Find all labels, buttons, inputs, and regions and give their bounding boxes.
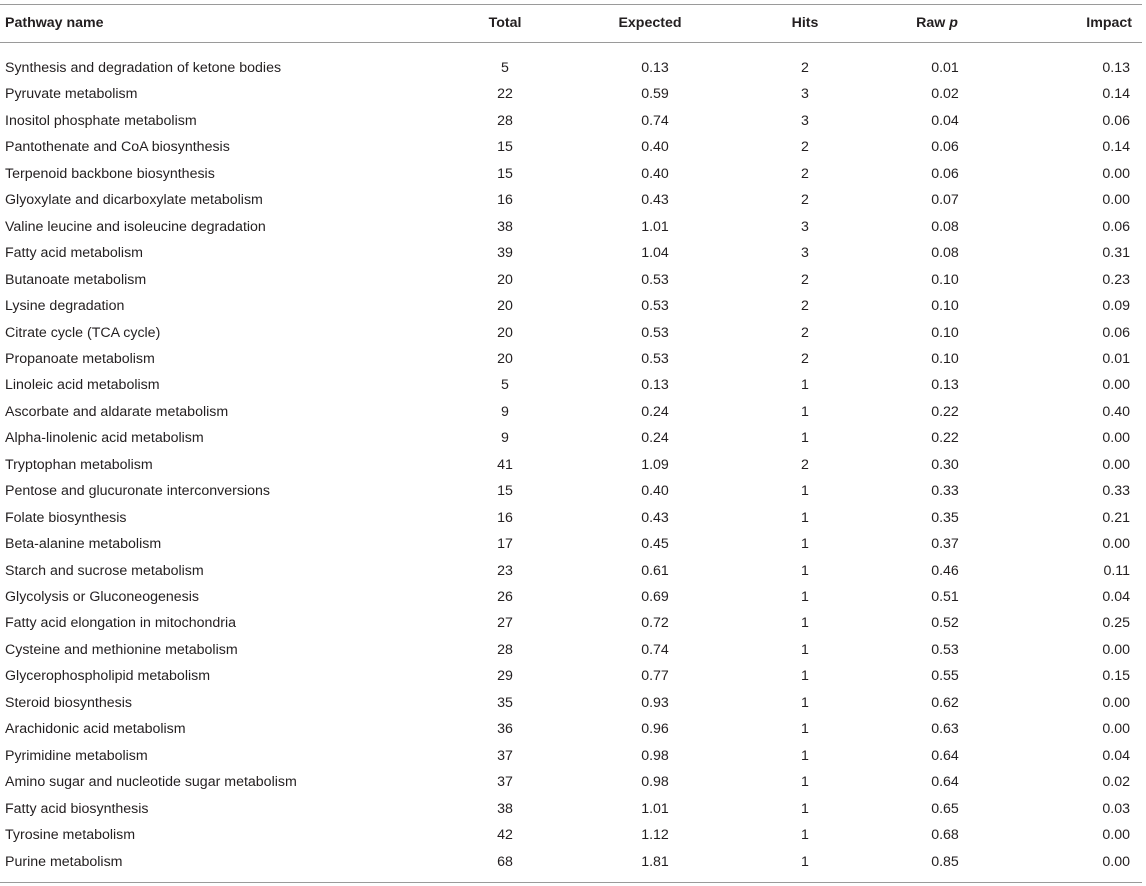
table-row [0,822,1146,848]
impact-cell: 0.00 [1102,377,1130,394]
impact-cell: 0.04 [1102,589,1130,605]
hits-cell: 1 [801,589,809,605]
expected-cell: 0.74 [641,641,669,658]
total-cell: 23 [497,562,513,579]
hits-cell: 3 [801,86,809,103]
total-cell: 9 [501,430,509,447]
expected-cell: 0.43 [641,509,669,526]
table-row [0,134,1146,160]
table-row [0,187,1146,213]
table-row [0,214,1146,240]
impact-cell: 0.00 [1102,536,1130,553]
pathway-name-cell: Glycerophospholipid metabolism [5,668,211,685]
raw-p-cell: 0.01 [931,60,959,76]
hits-cell: 3 [801,112,809,129]
pathway-name-cell: Arachidonic acid metabolism [5,721,186,738]
total-cell: 16 [497,509,513,526]
expected-cell: 0.43 [641,192,669,209]
table-row [0,505,1146,531]
header-raw-p [872,10,1002,36]
raw-p-cell: 0.51 [931,589,959,605]
raw-p-cell: 0.68 [931,827,959,844]
total-cell: 5 [501,377,509,394]
raw-p-cell: 0.37 [931,536,959,553]
total-cell: 35 [497,694,513,711]
raw-p-cell: 0.30 [931,456,959,473]
expected-cell: 0.93 [641,694,669,711]
expected-cell: 0.53 [641,350,669,367]
table-row [0,399,1146,425]
total-cell: 5 [501,60,509,76]
expected-cell: 0.40 [641,165,669,182]
pathway-name-cell: Starch and sucrose metabolism [5,562,204,579]
impact-cell: 0.21 [1102,509,1130,526]
raw-p-cell: 0.65 [931,800,959,817]
table-row [0,584,1146,610]
total-cell: 20 [497,271,513,288]
pathway-name-cell: Propanoate metabolism [5,350,155,367]
pathway-name-cell: Synthesis and degradation of ketone bodies [5,60,282,76]
expected-cell: 0.24 [641,403,669,420]
impact-cell: 0.00 [1102,430,1130,447]
table-row [0,769,1146,795]
table-header-rule [0,42,1142,43]
raw-p-cell: 0.02 [931,86,959,103]
impact-cell: 0.00 [1102,456,1130,473]
hits-cell: 1 [801,800,809,817]
expected-cell: 0.74 [641,112,669,129]
impact-cell: 0.00 [1102,694,1130,711]
table-row [0,531,1146,557]
expected-cell: 0.98 [641,747,669,764]
total-cell: 20 [497,324,513,341]
table-row [0,796,1146,822]
hits-cell: 1 [801,403,809,420]
hits-cell: 1 [801,774,809,791]
raw-p-cell: 0.10 [931,324,959,341]
table-row [0,849,1146,875]
total-cell: 15 [497,483,513,500]
hits-cell: 1 [801,377,809,394]
total-cell: 28 [497,112,513,129]
total-cell: 9 [501,403,509,420]
total-cell: 42 [497,827,513,844]
impact-cell: 0.11 [1103,562,1130,579]
raw-p-cell: 0.08 [931,218,959,235]
raw-p-cell: 0.22 [931,403,959,420]
hits-cell: 2 [801,165,809,182]
table-row [0,663,1146,689]
hits-cell: 1 [801,430,809,447]
impact-cell: 0.09 [1102,298,1130,315]
raw-p-cell: 0.52 [931,615,959,632]
table-row [0,637,1146,663]
expected-cell: 0.59 [641,86,669,103]
pathway-name-cell: Tryptophan metabolism [5,456,153,473]
impact-cell: 0.06 [1102,218,1130,235]
impact-cell: 0.23 [1102,271,1130,288]
hits-cell: 2 [801,271,809,288]
impact-cell: 0.15 [1102,668,1130,685]
hits-cell: 2 [801,60,809,76]
expected-cell: 0.40 [641,139,669,156]
hits-cell: 1 [801,509,809,526]
impact-cell: 0.06 [1102,112,1130,129]
total-cell: 28 [497,641,513,658]
expected-cell: 0.69 [641,589,669,605]
pathway-name-cell: Terpenoid backbone biosynthesis [5,165,215,182]
expected-cell: 0.13 [641,60,669,76]
pathway-name-cell: Linoleic acid metabolism [5,377,160,394]
impact-cell: 0.00 [1102,827,1130,844]
table-row [0,716,1146,742]
impact-cell: 0.25 [1102,615,1130,632]
impact-cell: 0.13 [1102,60,1130,76]
table-row [0,293,1146,319]
raw-p-cell: 0.85 [931,853,959,870]
total-cell: 15 [497,139,513,156]
impact-cell: 0.00 [1102,192,1130,209]
pathway-name-cell: Fatty acid elongation in mitochondria [5,615,237,632]
total-cell: 20 [497,350,513,367]
pathway-name-cell: Glyoxylate and dicarboxylate metabolism [5,192,263,209]
hits-cell: 1 [801,615,809,632]
total-cell: 22 [497,86,513,103]
table-row [0,452,1146,478]
raw-p-cell: 0.55 [931,668,959,685]
expected-cell: 0.24 [641,430,669,447]
total-cell: 41 [497,456,513,473]
total-cell: 38 [497,800,513,817]
hits-cell: 1 [801,827,809,844]
pathway-name-cell: Lysine degradation [5,298,125,315]
table-row [0,743,1146,769]
expected-cell: 0.40 [641,483,669,500]
impact-cell: 0.00 [1102,641,1130,658]
table-row [0,81,1146,107]
expected-cell: 0.45 [641,536,669,553]
pathway-name-cell: Fatty acid metabolism [5,245,143,262]
pathway-name-cell: Glycolysis or Gluconeogenesis [5,589,199,605]
impact-cell: 0.02 [1102,774,1130,791]
raw-p-cell: 0.08 [931,245,959,262]
expected-cell: 0.53 [641,298,669,315]
expected-cell: 0.77 [641,668,669,685]
hits-cell: 3 [801,245,809,262]
pathway-name-cell: Tyrosine metabolism [5,827,136,844]
header-hits: Hits [791,15,819,31]
expected-cell: 1.01 [641,800,669,817]
expected-cell: 1.04 [641,245,669,262]
hits-cell: 3 [801,218,809,235]
hits-cell: 1 [801,694,809,711]
expected-cell: 1.09 [641,456,669,473]
hits-cell: 1 [801,641,809,658]
hits-cell: 1 [801,562,809,579]
raw-p-cell: 0.46 [931,562,959,579]
impact-cell: 0.01 [1102,350,1130,367]
table-bottom-rule [0,882,1142,883]
expected-cell: 0.96 [641,721,669,738]
raw-p-cell: 0.06 [931,165,959,182]
pathway-name-cell: Steroid biosynthesis [5,694,132,711]
total-cell: 26 [497,589,513,605]
table-row [0,161,1146,187]
pathway-name-cell: Alpha-linolenic acid metabolism [5,430,204,447]
total-cell: 36 [497,721,513,738]
raw-p-cell: 0.22 [931,430,959,447]
raw-p-cell: 0.64 [931,747,959,764]
pathway-name-cell: Citrate cycle (TCA cycle) [5,324,161,341]
total-cell: 39 [497,245,513,262]
pathway-name-cell: Folate biosynthesis [5,509,127,526]
expected-cell: 0.98 [641,774,669,791]
table-row [0,558,1146,584]
raw-p-cell: 0.06 [931,139,959,156]
pathway-name-cell: Pyruvate metabolism [5,86,138,103]
hits-cell: 1 [801,721,809,738]
header-expected: Expected [618,15,682,31]
pathway-name-cell: Amino sugar and nucleotide sugar metabolism [5,774,297,791]
expected-cell: 0.61 [641,562,669,579]
hits-cell: 2 [801,324,809,341]
hits-cell: 1 [801,536,809,553]
impact-cell: 0.06 [1102,324,1130,341]
table-row [0,55,1146,81]
header-impact: Impact [1086,15,1132,31]
expected-cell: 0.53 [641,271,669,288]
impact-cell: 0.03 [1102,800,1130,817]
raw-p-cell: 0.53 [931,641,959,658]
impact-cell: 0.31 [1102,245,1130,262]
hits-cell: 1 [801,483,809,500]
raw-p-cell: 0.35 [931,509,959,526]
raw-p-cell: 0.64 [931,774,959,791]
raw-p-cell: 0.10 [931,298,959,315]
pathway-name-cell: Valine leucine and isoleucine degradation [5,218,266,235]
table-row [0,320,1146,346]
total-cell: 29 [497,668,513,685]
table-header-row [0,10,1146,36]
table-row [0,478,1146,504]
pathway-name-cell: Fatty acid biosynthesis [5,800,149,817]
hits-cell: 2 [801,139,809,156]
pathway-name-cell: Purine metabolism [5,853,123,870]
table-row [0,108,1146,134]
hits-cell: 2 [801,456,809,473]
raw-p-cell: 0.33 [931,483,959,500]
hits-cell: 1 [801,668,809,685]
expected-cell: 0.13 [641,377,669,394]
hits-cell: 2 [801,298,809,315]
expected-cell: 1.81 [641,853,669,870]
total-cell: 20 [497,298,513,315]
pathway-name-cell: Pentose and glucuronate interconversions [5,483,271,500]
expected-cell: 1.12 [641,827,669,844]
table-row [0,267,1146,293]
total-cell: 68 [497,853,513,870]
header-raw-p-prefix: Raw [916,15,950,31]
expected-cell: 1.01 [641,218,669,235]
hits-cell: 2 [801,192,809,209]
raw-p-cell: 0.62 [931,694,959,711]
pathway-name-cell: Cysteine and methionine metabolism [5,641,238,658]
impact-cell: 0.00 [1102,721,1130,738]
hits-cell: 1 [801,747,809,764]
header-raw-p-symbol: p [949,15,958,31]
table-row [0,425,1146,451]
pathway-name-cell: Pyrimidine metabolism [5,747,148,764]
expected-cell: 0.53 [641,324,669,341]
pathway-name-cell: Butanoate metabolism [5,271,147,288]
pathway-name-cell: Ascorbate and aldarate metabolism [5,403,229,420]
pathway-name-cell: Inositol phosphate metabolism [5,112,197,129]
total-cell: 38 [497,218,513,235]
table-row [0,690,1146,716]
impact-cell: 0.04 [1102,747,1130,764]
hits-cell: 2 [801,350,809,367]
table-row [0,346,1146,372]
total-cell: 37 [497,774,513,791]
impact-cell: 0.00 [1102,165,1130,182]
table-row [0,240,1146,266]
total-cell: 16 [497,192,513,209]
raw-p-cell: 0.63 [931,721,959,738]
total-cell: 17 [497,536,513,553]
raw-p-cell: 0.10 [931,350,959,367]
header-pathway-name: Pathway name [5,15,104,31]
expected-cell: 0.72 [641,615,669,632]
raw-p-cell: 0.10 [931,271,959,288]
table-top-rule [0,4,1142,5]
pathway-name-cell: Pantothenate and CoA biosynthesis [5,139,230,156]
impact-cell: 0.14 [1102,139,1130,156]
hits-cell: 1 [801,853,809,870]
table-row [0,372,1146,398]
impact-cell: 0.40 [1102,403,1130,420]
raw-p-cell: 0.13 [931,377,959,394]
raw-p-cell: 0.07 [931,192,959,209]
raw-p-cell: 0.04 [931,112,959,129]
impact-cell: 0.14 [1102,86,1130,103]
impact-cell: 0.00 [1102,853,1130,870]
table-row [0,610,1146,636]
total-cell: 27 [497,615,513,632]
total-cell: 37 [497,747,513,764]
pathway-name-cell: Beta-alanine metabolism [5,536,162,553]
total-cell: 15 [497,165,513,182]
impact-cell: 0.33 [1102,483,1130,500]
header-total: Total [488,15,522,31]
